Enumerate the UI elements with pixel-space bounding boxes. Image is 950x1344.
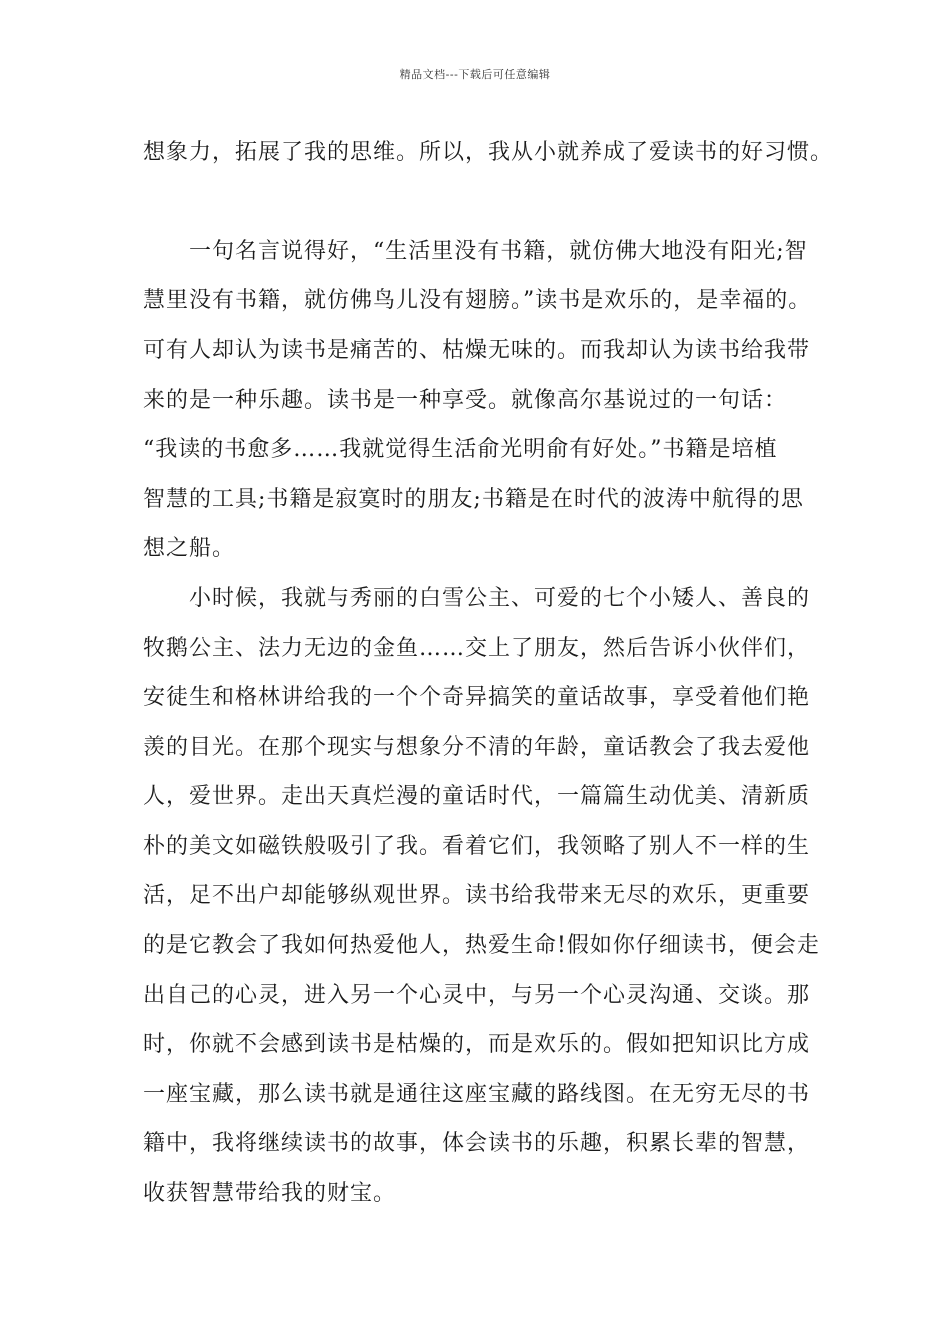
text-line: 一座宝藏，那么读书就是通往这座宝藏的路线图。在无穷无尽的书 <box>143 1082 811 1107</box>
text-line: 小时候，我就与秀丽的白雪公主、可爱的七个小矮人、善良的 <box>143 586 811 611</box>
text-line: 可有人却认为读书是痛苦的、枯燥无味的。而我却认为读书给我带 <box>143 338 811 363</box>
text-line: 出自己的心灵，进入另一个心灵中，与另一个心灵沟通、交谈。那 <box>143 983 811 1008</box>
text-line: 想象力，拓展了我的思维。所以，我从小就养成了爱读书的好习惯。 <box>143 140 834 165</box>
text-line: 来的是一种乐趣。读书是一种享受。就像高尔基说过的一句话： <box>143 388 788 413</box>
text-line: 活，足不出户却能够纵观世界。读书给我带来无尽的欢乐，更重要 <box>143 883 811 908</box>
text-line: 收获智慧带给我的财宝。 <box>143 1181 397 1206</box>
text-line: 想之船。 <box>143 536 236 561</box>
text-line: 智慧的工具;书籍是寂寞时的朋友;书籍是在时代的波涛中航得的思 <box>143 487 804 512</box>
text-line: 的是它教会了我如何热爱他人，热爱生命!假如你仔细读书，便会走 <box>143 933 820 958</box>
text-line: 籍中，我将继续读书的故事，体会读书的乐趣，积累长辈的智慧， <box>143 1131 811 1156</box>
text-line: 朴的美文如磁铁般吸引了我。看着它们，我领略了别人不一样的生 <box>143 834 811 859</box>
text-line: 人，爱世界。走出天真烂漫的童话时代，一篇篇生动优美、清新质 <box>143 784 811 809</box>
text-line: 安徒生和格林讲给我的一个个奇异搞笑的童话故事，享受着他们艳 <box>143 685 811 710</box>
text-line: 慧里没有书籍，就仿佛鸟儿没有翅膀。”读书是欢乐的，是幸福的。 <box>143 288 812 313</box>
page-header: 精品文档---下载后可任意编辑 <box>399 68 551 81</box>
text-line: 时，你就不会感到读书是枯燥的，而是欢乐的。假如把知识比方成 <box>143 1032 811 1057</box>
text-line: 牧鹅公主、法力无边的金鱼……交上了朋友，然后告诉小伙伴们， <box>143 636 811 661</box>
text-line: “我读的书愈多……我就觉得生活俞光明俞有好处。”书籍是培植 <box>143 437 778 462</box>
text-line: 一句名言说得好，“生活里没有书籍，就仿佛大地没有阳光;智 <box>143 239 808 264</box>
text-line: 羡的目光。在那个现实与想象分不清的年龄，童话教会了我去爱他 <box>143 735 811 760</box>
